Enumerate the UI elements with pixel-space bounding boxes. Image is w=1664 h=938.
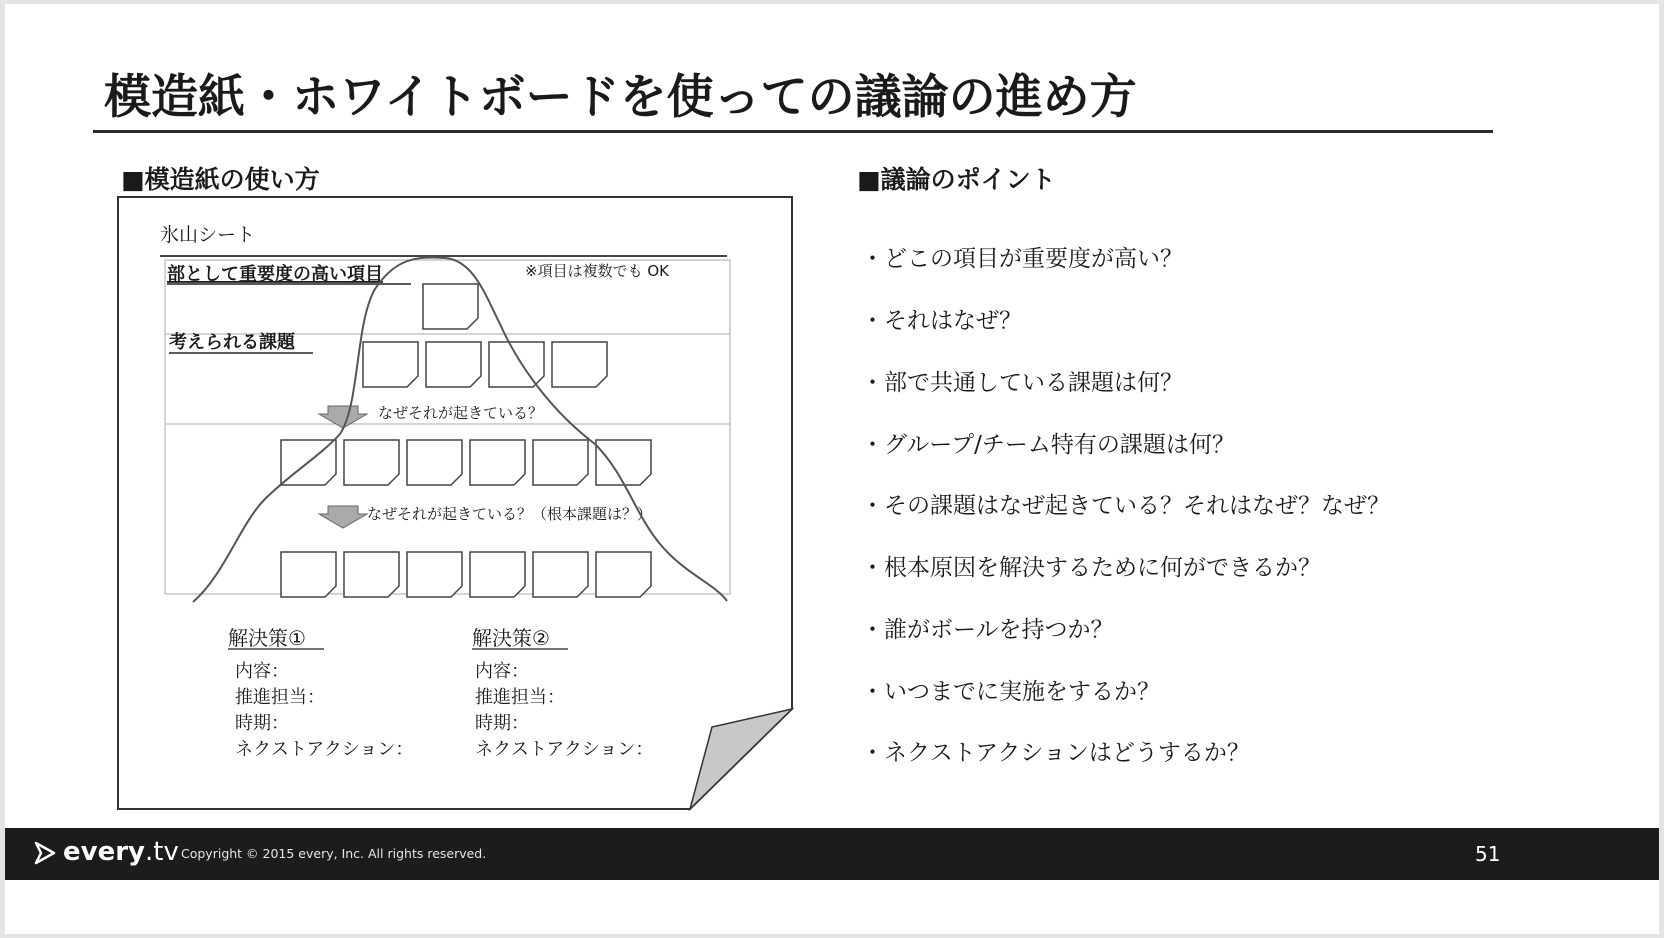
sticky-note (470, 440, 525, 485)
root-cause-label: なぜそれが起きている？（根本課題は？） (367, 505, 653, 523)
sticky-note (533, 440, 588, 485)
sticky-note (489, 342, 544, 387)
right-section-heading: ■議論のポイント (857, 165, 1056, 194)
discussion-point: ・根本原因を解決するために何ができるか？ (861, 555, 1321, 581)
solution2-field: ネクストアクション： (475, 739, 654, 760)
solution2-field: 時期： (475, 713, 529, 734)
solution1-field: ネクストアクション： (235, 739, 414, 760)
sticky-note (407, 440, 462, 485)
logo-text: every (63, 837, 145, 867)
left-section-heading: ■模造紙の使い方 (121, 165, 320, 194)
possible-issues-label: 考えられる課題 (169, 332, 295, 353)
discussion-point: ・ネクストアクションはどうするか？ (861, 740, 1250, 766)
sticky-note (596, 440, 651, 485)
sticky-note (344, 440, 399, 485)
sticky-note (552, 342, 607, 387)
iceberg-sheet-illustration (115, 194, 805, 819)
sticky-note (533, 552, 588, 597)
solution1-field: 時期： (235, 713, 289, 734)
sticky-note (407, 552, 462, 597)
solution1-field: 内容： (235, 661, 289, 682)
logo-suffix: .tv (145, 837, 179, 867)
footer-bar (5, 828, 1659, 880)
sticky-note (596, 552, 651, 597)
sheet-title: 氷山シート (160, 224, 256, 246)
play-arrow-icon (33, 840, 57, 866)
discussion-point: ・グループ/チーム特有の課題は何？ (861, 432, 1235, 458)
title-divider (93, 130, 1493, 133)
discussion-point: ・いつまでに実施をするか？ (861, 679, 1160, 705)
solution2-heading: 解決策② (472, 626, 550, 650)
multiple-ok-note: ※項目は複数でも OK (525, 262, 669, 280)
slide (5, 4, 1659, 934)
page-number: 51 (1475, 842, 1501, 866)
every-tv-logo (33, 837, 179, 867)
discussion-point: ・誰がボールを持つか？ (861, 617, 1114, 643)
solution2-field: 推進担当： (475, 687, 565, 708)
page-title: 模造紙・ホワイトボードを使っての議論の進め方 (104, 70, 1137, 125)
sticky-note (344, 552, 399, 597)
discussion-point: ・どこの項目が重要度が高い？ (861, 246, 1183, 272)
important-items-label: 部として重要度の高い項目 (167, 264, 383, 285)
sticky-note (470, 552, 525, 597)
why-happening-label: なぜそれが起きている？ (378, 404, 544, 422)
sticky-note (423, 284, 478, 329)
discussion-point: ・その課題はなぜ起きている？それはなぜ？なぜ？ (861, 493, 1390, 519)
solution1-field: 推進担当： (235, 687, 325, 708)
sticky-note (363, 342, 418, 387)
solution2-field: 内容： (475, 661, 529, 682)
sticky-note (281, 552, 336, 597)
copyright-text: Copyright © 2015 every, Inc. All rights reserved. (181, 846, 487, 861)
discussion-point: ・それはなぜ？ (861, 308, 1022, 334)
sticky-note (426, 342, 481, 387)
discussion-point: ・部で共通している課題は何？ (861, 370, 1183, 396)
solution1-heading: 解決策① (228, 626, 306, 650)
